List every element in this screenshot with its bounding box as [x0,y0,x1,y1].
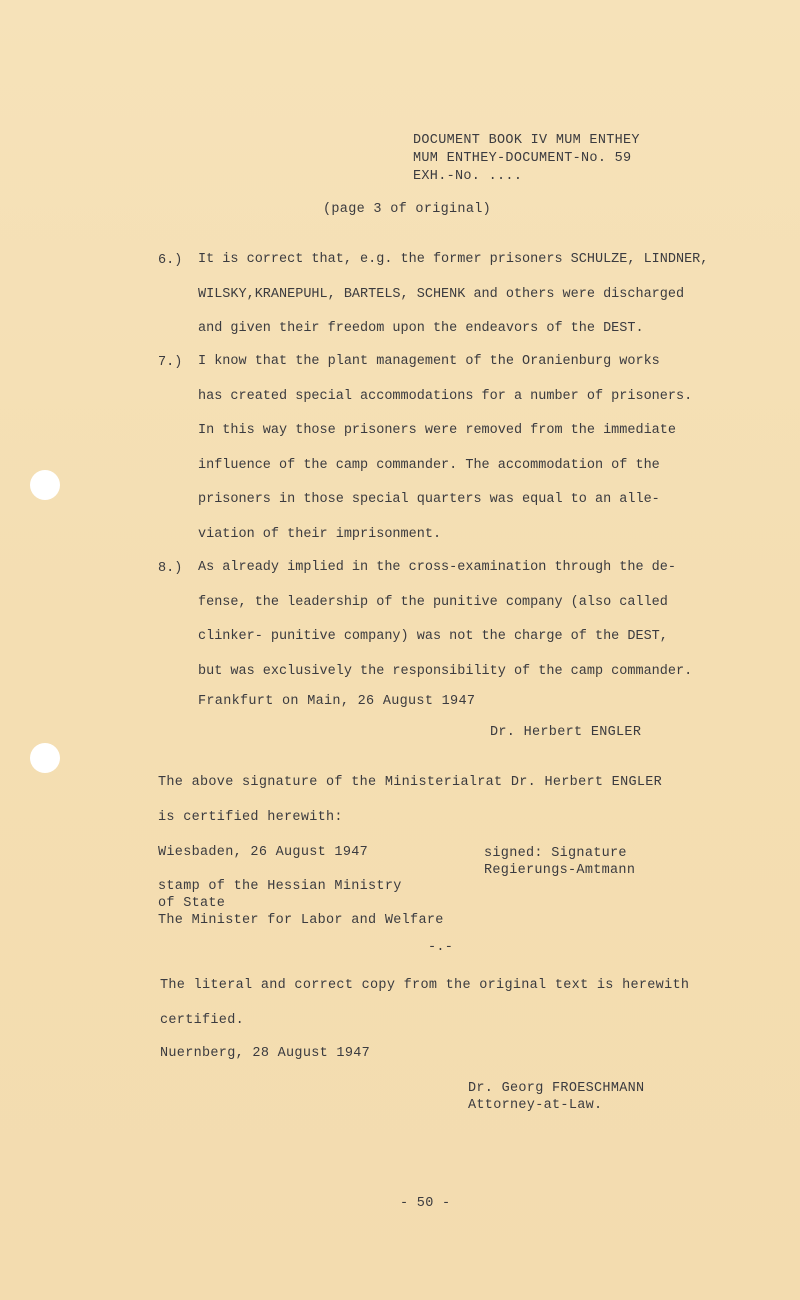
attorney-signature [468,1080,644,1114]
item-line: but was exclusively the responsibility of the camp commander. [198,663,693,679]
certification-place-date: Wiesbaden, 26 August 1947 [158,845,369,860]
signer-title: Attorney-at-Law. [468,1098,603,1113]
item-line: fense, the leadership of the punitive company (also called [198,594,668,610]
item-line: prisoners in those special quarters was equal to an alle- [198,492,660,507]
signed-title: Regierungs-Amtmann [484,863,636,878]
item-line: viation of their imprisonment. [198,526,442,542]
signer-name: Dr. Herbert ENGLER [490,725,642,740]
stamp-line: stamp of the Hessian Ministry [158,879,402,894]
certification-line: The above signature of the Ministerialrat Dr. Herbert ENGLER [158,775,663,790]
stamp-line: The Minister for Labor and Welfare [158,913,444,928]
header-line: MUM ENTHEY-DOCUMENT-No. 59 [413,151,632,166]
item-line: I know that the plant management of the Oranienburg works [198,354,660,369]
page-of-original: (page 3 of original) [323,202,492,217]
stamp-block [158,878,444,929]
item-line: As already implied in the cross-examination through the de- [198,560,676,575]
item-number: 8.) [158,561,183,576]
item-line: influence of the camp commander. The accommodation of the [198,457,660,473]
signed-line: signed: Signature [484,846,627,861]
page-number: - 50 - [400,1196,451,1211]
item-line: has created special accommodations for a number of prisoners. [198,388,693,404]
item-line: It is correct that, e.g. the former prisoners SCHULZE, LINDNER, [198,252,709,267]
place-date: Frankfurt on Main, 26 August 1947 [198,694,476,709]
copy-place-date: Nuernberg, 28 August 1947 [160,1046,371,1061]
signer-name: Dr. Georg FROESCHMANN [468,1081,645,1096]
item-line: clinker- punitive company) was not the charge of the DEST, [198,629,668,644]
item-line: and given their freedom upon the endeavors of the DEST. [198,321,644,336]
certification-line: is certified herewith: [158,810,343,825]
item-number: 7.) [158,355,183,370]
document-header [413,132,640,186]
signed-block [484,845,635,879]
copy-certification-line: certified. [160,1013,245,1028]
copy-certification-line: The literal and correct copy from the original text is herewith [160,978,690,993]
header-line: EXH.-No. .... [413,169,523,184]
stamp-line: of State [158,896,226,911]
item-line: In this way those prisoners were removed from the immediate [198,423,676,438]
item-line: WILSKY,KRANEPUHL, BARTELS, SCHENK and others were discharged [198,286,685,302]
header-line: DOCUMENT BOOK IV MUM ENTHEY [413,133,640,148]
section-divider: -.- [428,940,454,955]
punch-hole [30,743,60,773]
punch-hole [30,470,60,500]
item-number: 6.) [158,253,183,268]
